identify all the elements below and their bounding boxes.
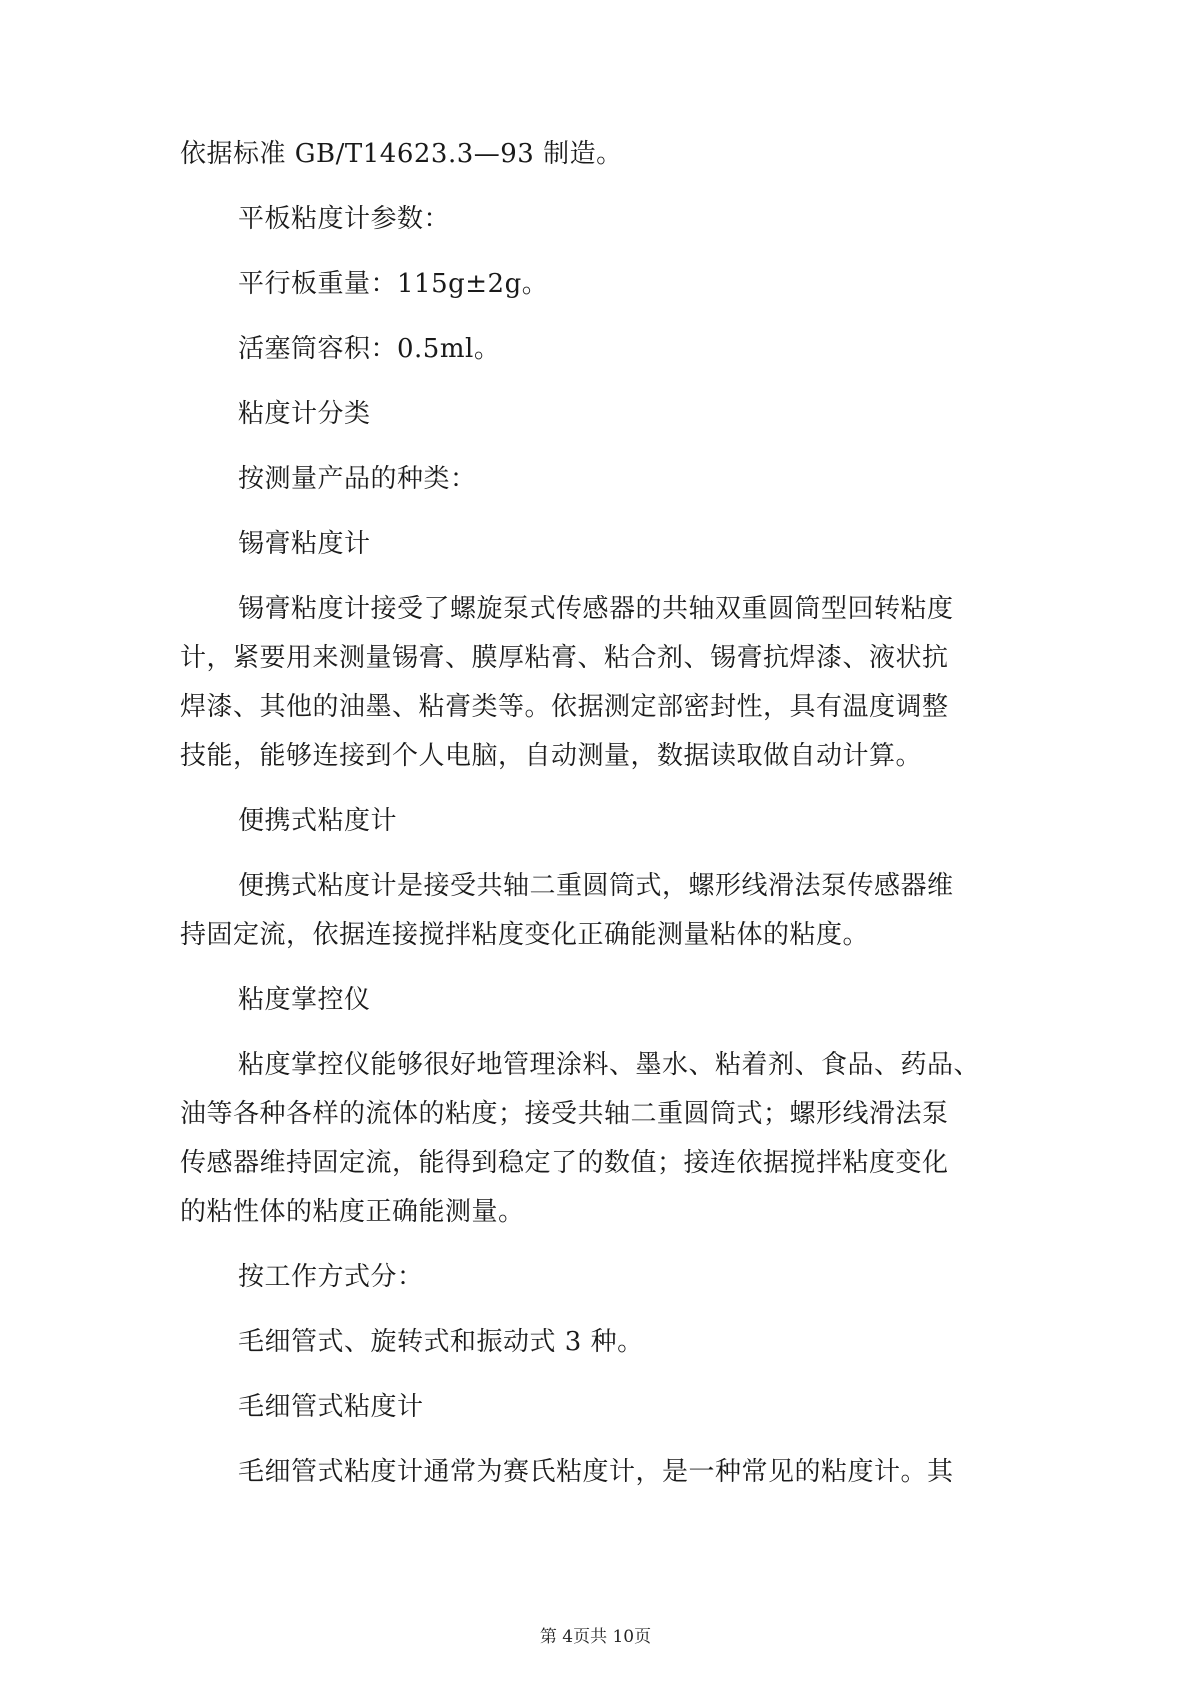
text-line: 平板粘度计参数： [238, 204, 451, 234]
text-line: 毛细管式粘度计 [238, 1392, 424, 1422]
text-line: 粘度掌控仪能够很好地管理涂料、墨水、粘着剂、食品、药品、 [238, 1050, 981, 1080]
text-line: 持固定流，依据连接搅拌粘度变化正确能测量粘体的粘度。 [180, 920, 870, 950]
text-line: 油等各种各样的流体的粘度；接受共轴二重圆筒式；螺形线滑法泵 [180, 1099, 949, 1129]
text-line: 按测量产品的种类： [238, 464, 477, 494]
text-line: 毛细管式粘度计通常为赛氏粘度计，是一种常见的粘度计。其 [238, 1457, 954, 1487]
text-line: 便携式粘度计是接受共轴二重圆筒式，螺形线滑法泵传感器维 [238, 871, 954, 901]
paragraph [180, 195, 1020, 244]
text-line: 粘度计分类 [238, 399, 371, 429]
text-line: 的粘性体的粘度正确能测量。 [180, 1197, 525, 1227]
paragraph [180, 130, 1020, 179]
text-line: 计，紧要用来测量锡膏、膜厚粘膏、粘合剂、锡膏抗焊漆、液状抗 [180, 643, 949, 673]
document-body [180, 130, 1020, 1513]
text-line: 传感器维持固定流，能得到稳定了的数值；接连依据搅拌粘度变化 [180, 1148, 949, 1178]
text-line: 焊漆、其他的油墨、粘膏类等。依据测定部密封性，具有温度调整 [180, 692, 949, 722]
paragraph [180, 1318, 1020, 1367]
paragraph [180, 325, 1020, 374]
text-line: 粘度掌控仪 [238, 985, 371, 1015]
paragraph [180, 1448, 1020, 1497]
text-line: 锡膏粘度计接受了螺旋泵式传感器的共轴双重圆筒型回转粘度 [238, 594, 954, 624]
paragraph [180, 390, 1020, 439]
text-line: 依据标准 GB/T14623.3—93 制造。 [180, 139, 623, 169]
text-line: 锡膏粘度计 [238, 529, 371, 559]
paragraph [180, 1253, 1020, 1302]
paragraph [180, 1383, 1020, 1432]
paragraph [180, 862, 1020, 960]
text-line: 便携式粘度计 [238, 806, 398, 836]
paragraph [180, 1041, 1020, 1237]
text-line: 按工作方式分： [238, 1262, 424, 1292]
paragraph [180, 976, 1020, 1025]
paragraph [180, 585, 1020, 781]
paragraph [180, 520, 1020, 569]
text-line: 毛细管式、旋转式和振动式 3 种。 [238, 1327, 644, 1357]
paragraph [180, 455, 1020, 504]
text-line: 平行板重量：115g±2g。 [238, 269, 549, 299]
paragraph [180, 260, 1020, 309]
text-line: 技能，能够连接到个人电脑，自动测量，数据读取做自动计算。 [180, 741, 923, 771]
text-line: 活塞筒容积：0.5ml。 [238, 334, 501, 364]
page-footer: 第 4页共 10页 [539, 1627, 652, 1647]
paragraph [180, 797, 1020, 846]
